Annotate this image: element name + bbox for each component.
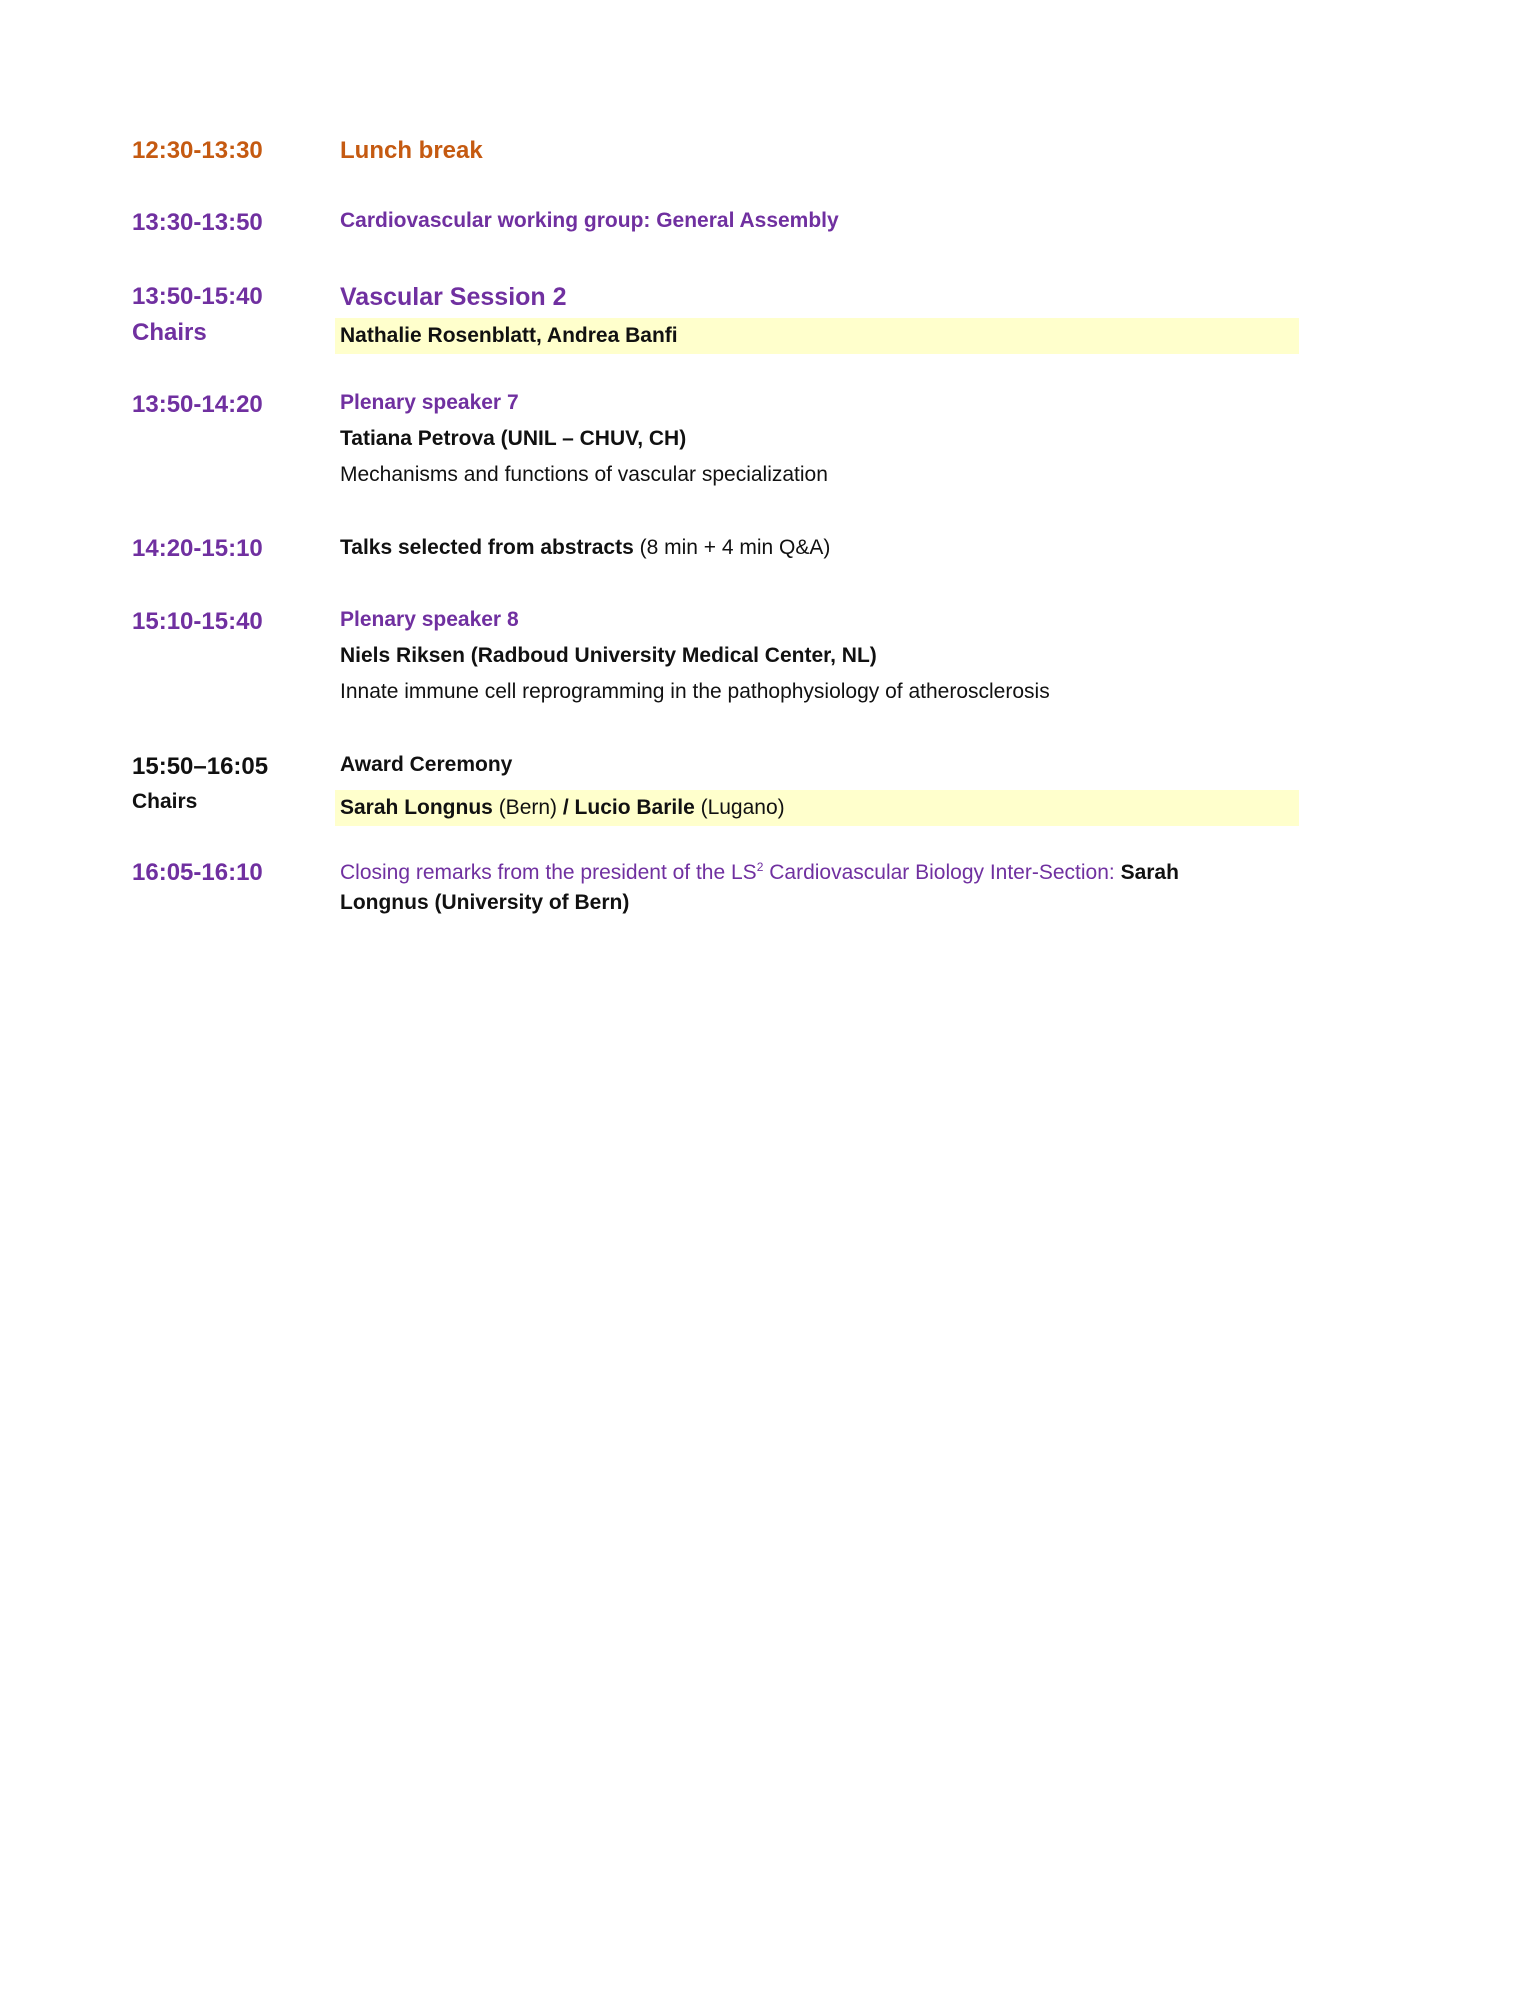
plenary8-time: 15:10-15:40	[132, 608, 263, 635]
plenary7-time: 13:50-14:20	[132, 391, 263, 418]
award-chair2-name: Lucio Barile	[574, 796, 695, 819]
plenary7-label: Plenary speaker 7	[340, 391, 519, 414]
closing-president-line2: Longnus (University of Bern)	[340, 891, 630, 914]
award-title: Award Ceremony	[340, 753, 513, 776]
plenary7-talk: Mechanisms and functions of vascular specialization	[340, 463, 828, 486]
plenary8-speaker: Niels Riksen (Radboud University Medical Center, NL)	[340, 644, 877, 667]
vascular-session-chairs-label: Chairs	[132, 319, 207, 346]
plenary8-label: Plenary speaker 8	[340, 608, 519, 631]
talks-time: 14:20-15:10	[132, 535, 263, 562]
closing-president-name: Sarah	[1120, 861, 1179, 884]
award-chair1-name: Sarah Longnus	[340, 796, 493, 819]
closing-text-before: Closing remarks from the president of the LS	[340, 861, 757, 884]
award-separator: /	[562, 796, 575, 819]
assembly-time: 13:30-13:50	[132, 209, 263, 236]
award-chairs-label: Chairs	[132, 790, 198, 813]
talks-line	[340, 533, 1300, 563]
closing-text-after: Cardiovascular Biology Inter-Section:	[763, 861, 1121, 884]
vascular-session-title: Vascular Session 2	[340, 283, 567, 311]
closing-text	[340, 858, 1300, 918]
talks-format: (8 min + 4 min Q&A)	[633, 536, 831, 559]
lunch-title: Lunch break	[340, 137, 483, 164]
award-chair1-place: (Bern)	[492, 796, 563, 819]
plenary8-talk: Innate immune cell reprogramming in the pathophysiology of atherosclerosis	[340, 680, 1050, 703]
talks-title: Talks selected from abstracts	[340, 536, 634, 559]
closing-time: 16:05-16:10	[132, 859, 263, 886]
plenary7-speaker: Tatiana Petrova (UNIL – CHUV, CH)	[340, 427, 687, 450]
lunch-time: 12:30-13:30	[132, 137, 263, 164]
award-time: 15:50–16:05	[132, 753, 269, 780]
vascular-session-time: 13:50-15:40	[132, 283, 263, 310]
closing-superscript: 2	[756, 860, 764, 874]
assembly-title: Cardiovascular working group: General Assembly	[340, 209, 839, 232]
vascular-session-chairs: Nathalie Rosenblatt, Andrea Banfi	[340, 324, 678, 347]
award-chairs	[340, 790, 785, 826]
award-chair2-place: (Lugano)	[694, 796, 785, 819]
